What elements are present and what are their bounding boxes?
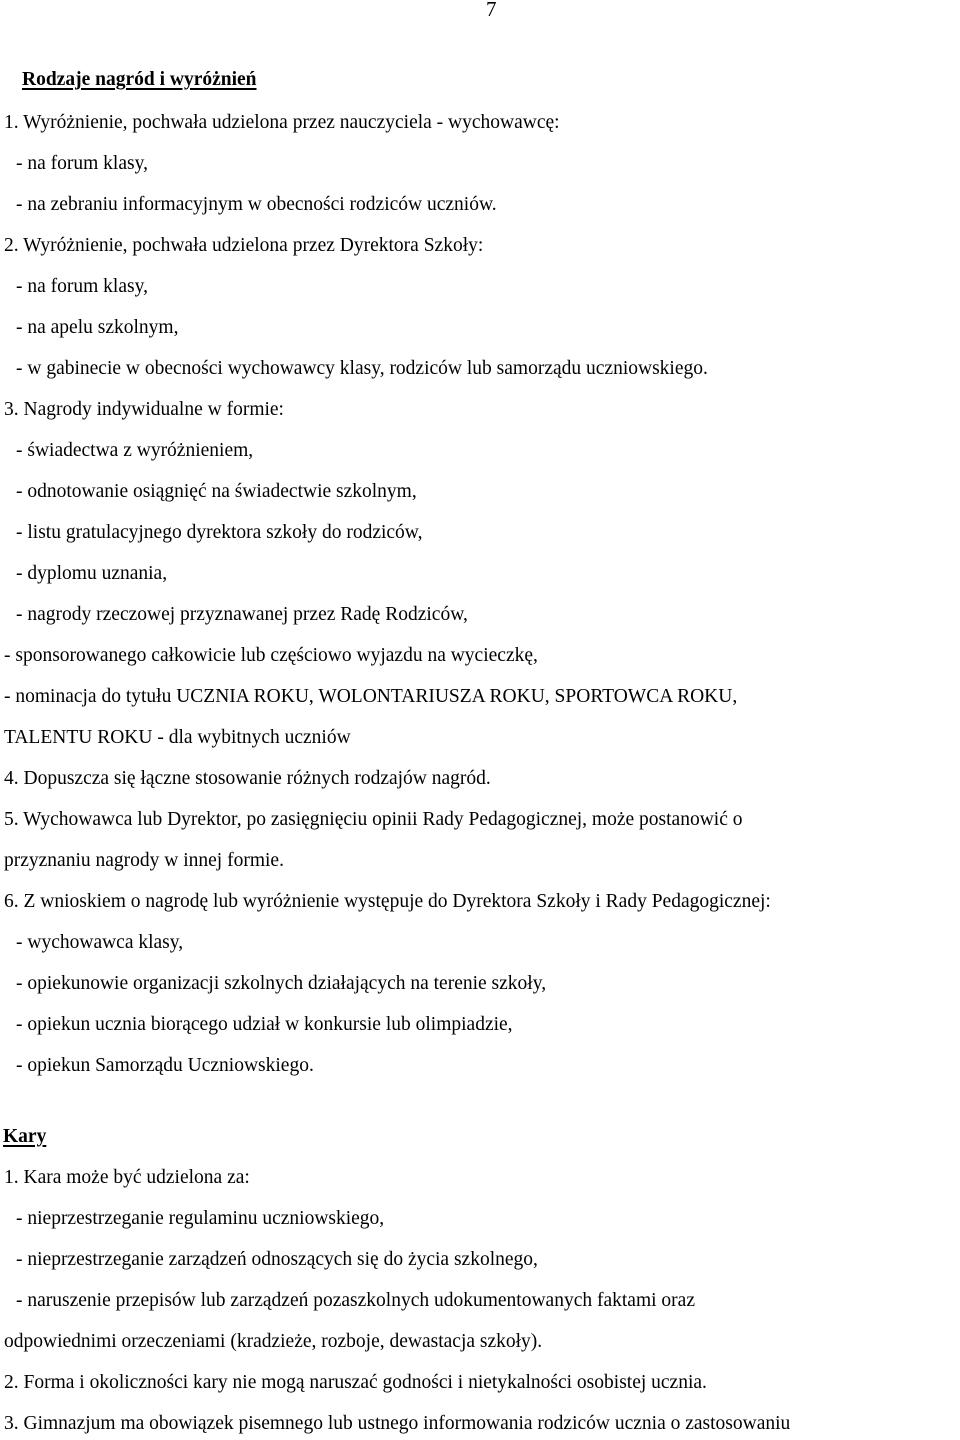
awards-item-6-bullet: - opiekun ucznia biorącego udział w konkursie lub olimpiadzie, — [16, 1014, 513, 1035]
awards-item-6-bullet: - opiekun Samorządu Uczniowskiego. — [16, 1055, 314, 1076]
awards-item-6-bullet: - wychowawca klasy, — [16, 932, 184, 953]
awards-item-1-title: 1. Wyróżnienie, pochwała udzielona przez nauczyciela - wychowawcę: — [4, 112, 560, 133]
awards-item-3-extra: - sponsorowanego całkowicie lub częściowo wyjazdu na wycieczkę, — [4, 645, 538, 666]
awards-item-3-bullet: - odnotowanie osiągnięć na świadectwie szkolnym, — [16, 481, 417, 502]
awards-item-6-bullet: - opiekunowie organizacji szkolnych działających na terenie szkoły, — [16, 973, 547, 994]
awards-item-3-extra: TALENTU ROKU - dla wybitnych uczniów — [4, 727, 351, 748]
penalties-item-1-continuation: odpowiednimi orzeczeniami (kradzieże, rozboje, dewastacja szkoły). — [4, 1331, 543, 1352]
awards-item-4: 4. Dopuszcza się łączne stosowanie różnych rodzajów nagród. — [4, 768, 491, 789]
awards-item-1-bullet: - na forum klasy, — [16, 153, 148, 174]
awards-item-2-bullet: - na apelu szkolnym, — [16, 317, 179, 338]
awards-item-3-extra: - nominacja do tytułu UCZNIA ROKU, WOLONTARIUSZA ROKU, SPORTOWCA ROKU, — [4, 686, 738, 707]
awards-item-1-bullet: - na zebraniu informacyjnym w obecności rodziców uczniów. — [16, 194, 497, 215]
page-number: 7 — [486, 0, 497, 21]
awards-item-3-bullet: - nagrody rzeczowej przyznawanej przez Radę Rodziców, — [16, 604, 468, 625]
awards-item-3-bullet: - listu gratulacyjnego dyrektora szkoły do rodziców, — [16, 522, 423, 543]
penalties-item-2: 2. Forma i okoliczności kary nie mogą naruszać godności i nietykalności osobistej ucznia. — [4, 1372, 707, 1393]
awards-item-6-title: 6. Z wnioskiem o nagrodę lub wyróżnienie występuje do Dyrektora Szkoły i Rady Pedagogicznej: — [4, 891, 771, 912]
awards-item-5-line: przyznaniu nagrody w innej formie. — [4, 850, 284, 871]
awards-item-2-title: 2. Wyróżnienie, pochwała udzielona przez Dyrektora Szkoły: — [4, 235, 484, 256]
awards-item-2-bullet: - w gabinecie w obecności wychowawcy klasy, rodziców lub samorządu uczniowskiego. — [16, 358, 708, 379]
awards-item-3-title: 3. Nagrody indywidualne w formie: — [4, 399, 284, 420]
awards-item-5-line: 5. Wychowawca lub Dyrektor, po zasięgnięciu opinii Rady Pedagogicznej, może postanowić o — [4, 809, 743, 830]
awards-item-3-bullet: - dyplomu uznania, — [16, 563, 168, 584]
awards-item-2-bullet: - na forum klasy, — [16, 276, 148, 297]
awards-item-3-bullet: - świadectwa z wyróżnieniem, — [16, 440, 254, 461]
penalties-heading: Kary — [3, 1126, 47, 1147]
penalties-item-1-bullet: - naruszenie przepisów lub zarządzeń pozaszkolnych udokumentowanych faktami oraz — [16, 1290, 695, 1311]
awards-heading: Rodzaje nagród i wyróżnień — [22, 69, 257, 90]
penalties-item-1-title: 1. Kara może być udzielona za: — [4, 1167, 250, 1188]
penalties-item-1-bullet: - nieprzestrzeganie regulaminu uczniowskiego, — [16, 1208, 385, 1229]
penalties-item-3: 3. Gimnazjum ma obowiązek pisemnego lub ustnego informowania rodziców ucznia o zastosowaniu — [4, 1413, 791, 1434]
penalties-item-1-bullet: - nieprzestrzeganie zarządzeń odnoszących się do życia szkolnego, — [16, 1249, 538, 1270]
